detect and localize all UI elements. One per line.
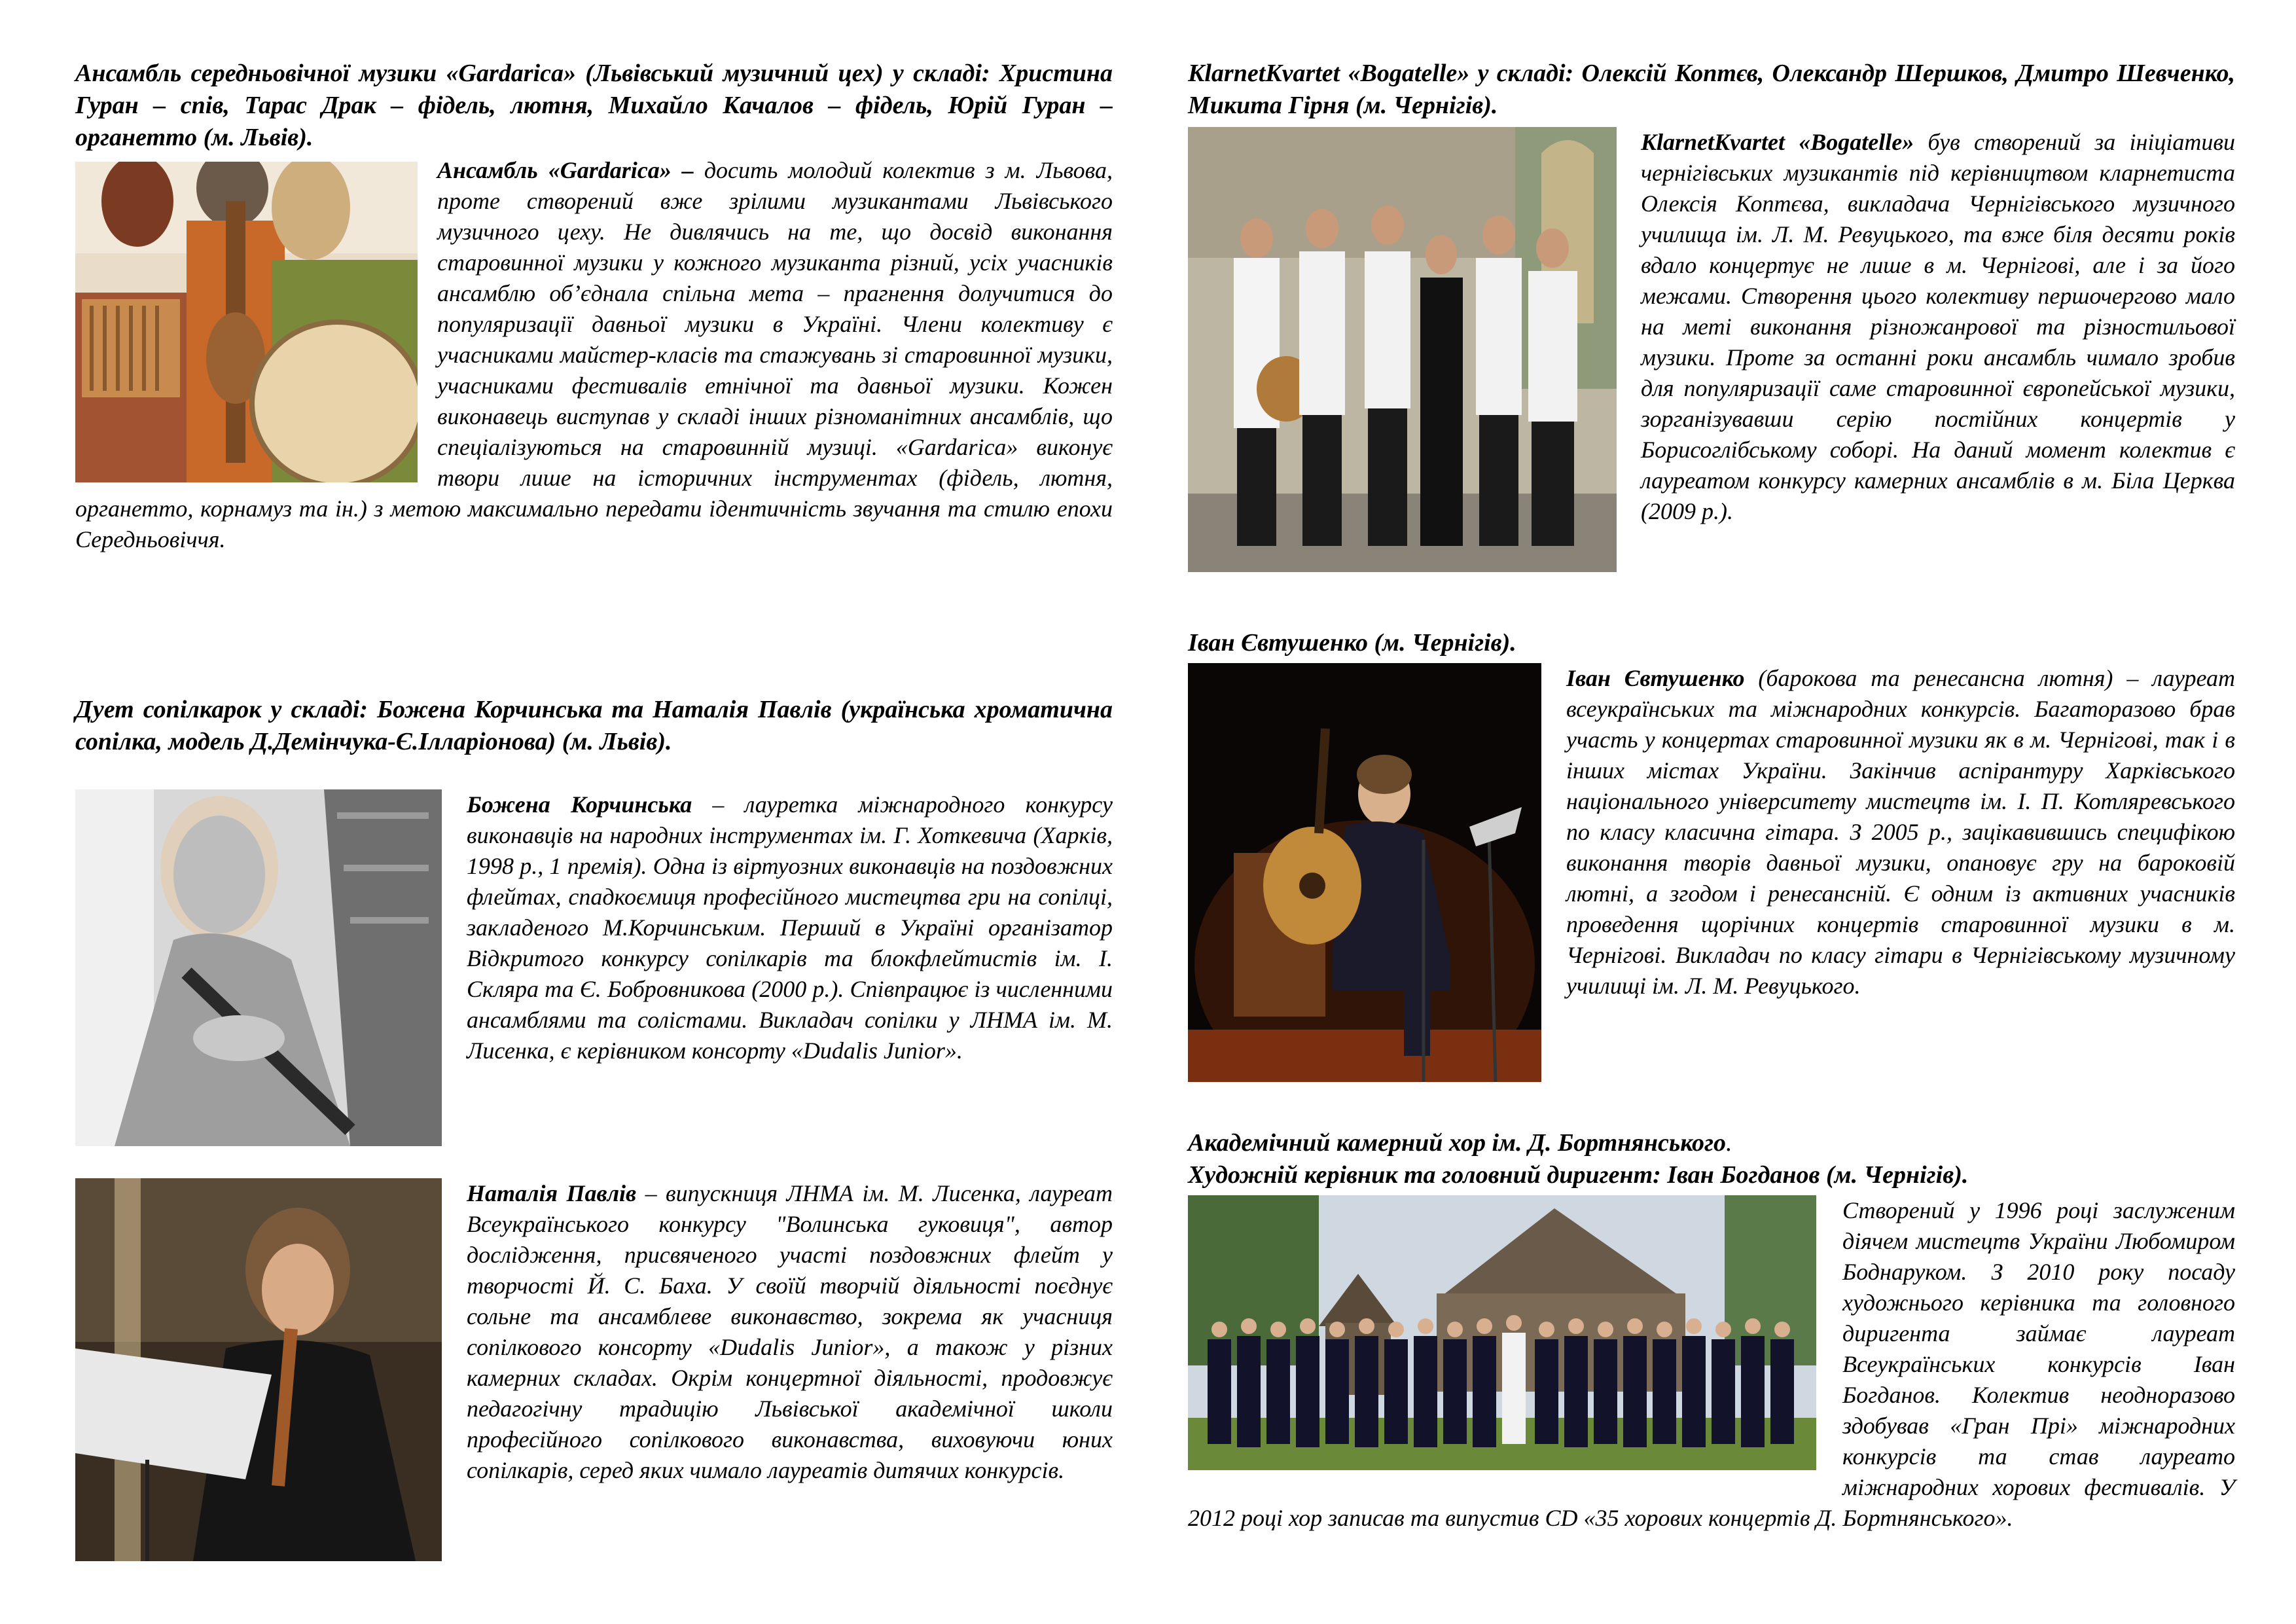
yevtushenko-body: (барокова та ренесансна лютня) – лауреат всеукраїнських та міжнародних конкурсів. Багаторазово брав участь у концертах старовинної музики як в м. Чернігові, так і в інших містах України. Закінчив аспірантуру Харківського національного університету мистецтв ім. І. П. Котляревського по класу класична гітара. З 2005 р., зацікавившись специфікою виконання творів давньої музики, опановує гру на бароковій лютні, а згодом і ренесансній. Є одним із активних учасників проведення щорічних концертів старовинної музики в м. Чернігові. Викладач по класу гітари в Чернігівському музичному училищі ім. Л. М. Ревуцького. — [1566, 665, 2235, 999]
section-yevtushenko — [1188, 627, 2235, 1085]
yevtushenko-lead: Іван Євтушенко — [1566, 665, 1745, 691]
pavliv-body: – випускниця ЛНМА ім. М. Лисенка, лауреат Всеукраїнського конкурсу "Волинська гуковиця", автор дослідження, присвяченого участі поздовжних флейт у творчості Й. С. Баха. У своїй творчій діяльності поєднує сольне та ансамблеве виконавство, зокрема як учасниця сопілкового консорту «Dudalis Junior», а також у різних камерних складах. Окрім концертної діяльності, продовжує педагогічну традицію Львівської академічної школи професійного сопілкового виконавства, виховуючи юних сопілкарів, серед яких чимало лауреатів дитячих конкурсів. — [467, 1180, 1113, 1483]
klarnet-body: був створений за ініціативи чернігівських музикантів під керівництвом кларнетиста Олексія Коптєва, викладача Чернігівського музичного училища ім. Л. М. Ревуцького, та вже біля десяти років вдало концертує не лише в м. Чернігові, але і за його межами. Створення цього колективу першочергово мало на меті виконання різножанрової та різностильової музики. Проте за останні роки ансамбль чимало зробив для популяризації саме старовинної європейської музики, зорганізувавши серію постійних концертів у Борисоглібському соборі. На даний момент колектив є лауреатом конкурсу камерних ансамблів в м. Біла Церква (2009 р.). — [1641, 129, 2236, 524]
korchynska-photo — [75, 789, 442, 1146]
klarnet-heading: KlarnetKvartet «Bogatelle» у складі: Олексій Коптєв, Олександр Шершков, Дмитро Шевченко, Микита Гірня (м. Чернігів). — [1188, 60, 2235, 119]
section-korchynska — [75, 789, 1113, 1149]
choir-heading-line1-end: . — [1726, 1129, 1732, 1157]
gardarica-body: досить молодий колектив з м. Львова, проте створений вже зрілими музикантами Львівського музичного цеху. Не дивлячись на те, що досвід виконання старовинної музики у кожного музиканта різний, усіх учасників ансамблю об’єднала спільна мета – прагнення долучитися до популяризації давньої музики в Україні. Члени колективу є учасниками майстер-класів та стажувань зі старовинної музики, учасниками фестивалів етнічної та давньої музики. Кожен виконавець виступав у складі інших різноманітних ансамблів, що спеціалізуються на старовинній музиці. «Gardarica» виконує твори лише на історичних інструментах (фідель, лютня, органетто, корнамуз та ін.) з метою максимально передати ідентичність звучання та стилю епохи Середньовіччя. — [75, 157, 1113, 552]
gardarica-heading: Ансамбль середньовічної музики «Gardarica» (Львівський музичний цех) у складі: Христина Гуран – спів, Тарас Драк – фідель, лютня, Михайло Качалов – фідель, Юрій Гуран – органетто (м. Львів). — [75, 60, 1113, 151]
klarnet-photo — [1188, 127, 1617, 572]
choir-heading-line1: Академічний камерний хор ім. Д. Бортнянського — [1188, 1129, 1727, 1157]
section-pavliv — [75, 1178, 1113, 1564]
yevtushenko-photo — [1188, 663, 1541, 1082]
choir-text: Створений у 1996 році заслуженим діячем мистецтв України Любомиром Боднаруком. З 2010 року посаду художнього керівника та головного диригента займає лауреат Всеукраїнських конкурсів Іван Богданов. Колектив неодноразово здобував «Гран Прі» міжнародних конкурсів та став лауреато міжнародних хорових фестивалів. У 2012 році хор записав та випустив CD «35 хорових концертів Д. Бортнянського». — [1188, 1197, 2235, 1531]
pavliv-photo — [75, 1178, 442, 1561]
duet-heading: Дует сопілкарок у складі: Божена Корчинська та Наталія Павлів (українська хроматична сопілка, модель Д.Демінчука-Є.Ілларіонова) (м. Львів). — [75, 696, 1113, 755]
gardarica-photo — [75, 162, 418, 482]
choir-heading — [1188, 1127, 2235, 1191]
korchynska-name: Божена Корчинська — [467, 791, 692, 818]
gardarica-lead: Ансамбль «Gardarica» – — [437, 157, 694, 183]
section-choir — [1188, 1127, 2235, 1534]
section-gardarica — [75, 58, 1113, 555]
yevtushenko-heading: Іван Євтушенко (м. Чернігів). — [1188, 629, 1516, 657]
choir-heading-line2: Художній керівник та головний диригент: Іван Богданов (м. Чернігів). — [1188, 1161, 1969, 1189]
pavliv-name: Наталія Павлів — [467, 1180, 637, 1206]
klarnet-lead: KlarnetKvartet «Bogatelle» — [1641, 129, 1914, 155]
section-klarnet — [1188, 58, 2235, 575]
korchynska-body: – лауретка міжнародного конкурсу виконавців на народних інструментах ім. Г. Хоткевича (Харків, 1998 р., 1 премія). Одна із віртуозних виконавців на поздовжних флейтах, спадкоємиця професійного мистецтва гри на сопілці, закладеного М.Корчинським. Перший в Україні організатор Відкритого конкурсу сопілкарів та блокфлейтистів ім. І. Скляра та Є. Бобровникова (2000 р.). Співпрацює із численними ансамблями та солістами. Викладач сопілки у ЛНМА ім. М. Лисенка, є керівником консорту «Dudalis Junior». — [467, 791, 1113, 1064]
choir-photo — [1188, 1195, 1816, 1470]
section-duet — [75, 694, 1113, 758]
